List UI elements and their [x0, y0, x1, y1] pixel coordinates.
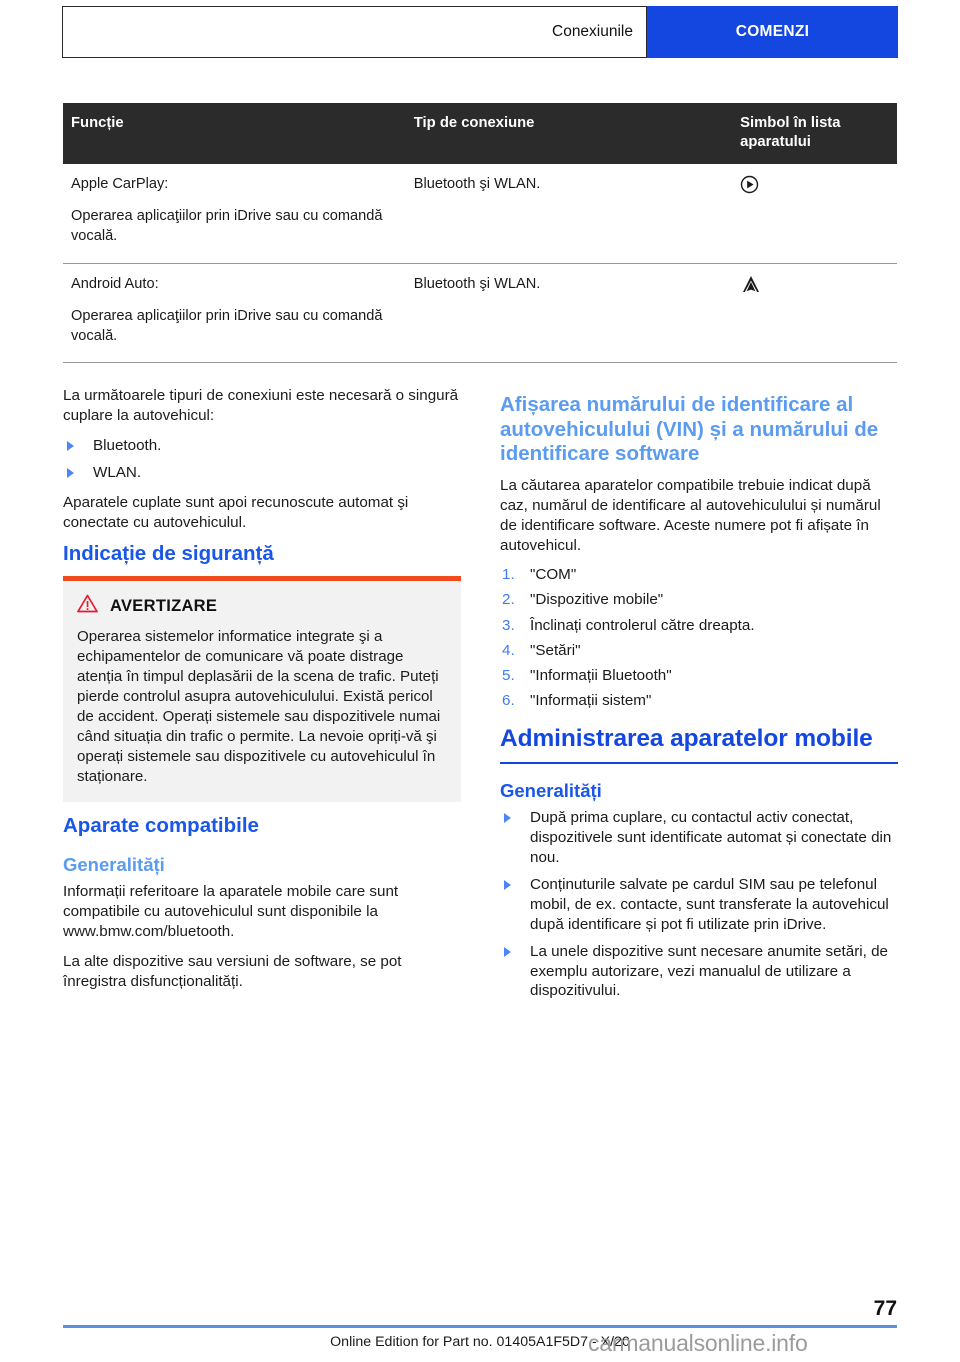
vin-heading: Afișarea numărului de identificare al autovehiculului (VIN) și a numărului de identificare software	[500, 393, 879, 466]
list-item	[63, 436, 461, 456]
list-item	[500, 666, 898, 686]
warning-triangle-icon	[77, 594, 98, 618]
list-item-label: Conținuturile salvate pe cardul SIM sau pe telefonul mobil, de ex. contacte, sunt transferate la autovehicul după identificare și pot fi utilizate prin iDrive.	[530, 875, 889, 933]
triangle-bullet-icon	[504, 813, 511, 823]
table-cell-symbol	[734, 263, 897, 363]
after-bullets-paragraph: Aparatele cuplate sunt apoi recunoscute automat şi conectate cu autovehiculul.	[63, 493, 409, 531]
list-item	[500, 808, 898, 868]
step-number: 2.	[502, 591, 515, 609]
table-header-row	[63, 103, 897, 164]
safety-heading: Indicație de siguranță	[63, 542, 274, 566]
step-label: "COM"	[530, 566, 577, 584]
function-title: Apple CarPlay:	[71, 175, 169, 192]
list-item-label: WLAN.	[93, 463, 142, 481]
list-item	[500, 565, 898, 585]
list-item	[500, 616, 898, 636]
warning-header	[77, 594, 447, 618]
table-row	[63, 164, 897, 263]
table-header-simbol: Simbol în lista aparatului	[734, 103, 897, 164]
top-navigation	[62, 6, 898, 58]
admin-heading-rule	[500, 762, 898, 764]
step-label: "Setări"	[530, 641, 581, 659]
connection-table	[63, 103, 897, 363]
step-label: "Informații Bluetooth"	[530, 666, 672, 684]
compatible-paragraph-1: Informații referitoare la aparatele mobile care sunt compatibile cu autovehiculul sunt disponibile la www.bmw.com/bluetooth.	[63, 883, 399, 940]
watermark-text: carmanualsonline.info	[588, 1330, 808, 1356]
list-item-label: La unele dispozitive sunt necesare anumite setări, de exemplu autorizare, vezi manualul de utilizare a dispozitivului.	[530, 942, 888, 1000]
list-item	[500, 590, 898, 610]
list-item	[500, 942, 898, 1002]
function-detail: Operarea aplicaţiilor prin iDrive sau cu comandă vocală.	[71, 208, 383, 244]
list-item	[500, 875, 898, 935]
compatible-devices-heading: Aparate compatibile	[63, 813, 259, 837]
list-item	[63, 463, 461, 483]
admin-heading: Administrarea aparatelor mobile	[500, 724, 873, 752]
connection-types-list	[63, 436, 461, 483]
step-label: "Informații sistem"	[530, 691, 652, 709]
warning-text: Operarea sistemelor informatice integrate şi a echipamentelor de comunicare vă poate distrage atenția în timpul deplasării de la scena de trafic. Puteți pierde controlul asupra autovehiculului. Există pericol de accident. Operați sistemele sau dispozitivele numai când situația din trafic o permite. La nevoie opriți-vă şi operați sistemele sau dispozitivele cu autovehiculul în staționare.	[77, 628, 441, 786]
intro-paragraph: La următoarele tipuri de conexiuni este necesară o singură cuplare la autovehicul:	[63, 387, 459, 424]
step-label: Înclinați controlerul către dreapta.	[530, 616, 755, 634]
tab-conexiunile-label: Conexiunile	[552, 23, 633, 40]
footer-edition-text: Online Edition for Part no. 01405A1F5D7 - X/20	[330, 1334, 630, 1350]
footer-divider	[63, 1325, 897, 1328]
step-number: 6.	[502, 691, 515, 709]
right-column	[500, 386, 898, 1011]
tab-conexiunile[interactable]	[62, 6, 647, 58]
table-cell-function	[63, 263, 408, 363]
admin-bullets-list	[500, 808, 898, 1001]
tab-comenzi-label: COMENZI	[735, 23, 810, 40]
triangle-bullet-icon	[67, 441, 74, 451]
table-cell-symbol	[734, 164, 897, 263]
list-item-label: După prima cuplare, cu contactul activ conectat, dispozitivele sunt identificate automat și conectate din nou.	[530, 809, 892, 866]
page-number: 77	[873, 1297, 897, 1320]
step-number: 3.	[502, 616, 515, 634]
step-number: 4.	[502, 641, 515, 659]
triangle-bullet-icon	[67, 468, 74, 478]
table-cell-connection: Bluetooth şi WLAN.	[408, 263, 734, 363]
vin-paragraph: La căutarea aparatelor compatibile trebuie indicat după caz, numărul de identificare al autovehiculului și numărul de identificare software. Aceste numere pot fi afișate în autovehicul.	[500, 476, 881, 554]
content-columns	[63, 386, 897, 1011]
left-column	[63, 386, 461, 1011]
carplay-play-circle-icon	[740, 175, 759, 194]
list-item	[500, 691, 898, 711]
tab-comenzi[interactable]	[647, 6, 898, 58]
compatible-paragraph-2: La alte dispozitive sau versiuni de software, se pot înregistra disfuncționalități.	[63, 952, 402, 990]
step-label: "Dispozitive mobile"	[530, 591, 664, 609]
warning-box	[63, 576, 461, 802]
triangle-bullet-icon	[504, 880, 511, 890]
table-cell-connection: Bluetooth şi WLAN.	[408, 164, 734, 263]
vin-steps-list	[500, 565, 898, 710]
compatible-devices-subheading: Generalități	[63, 854, 165, 876]
warning-label: AVERTIZARE	[110, 596, 218, 615]
table-cell-function	[63, 164, 408, 263]
admin-subheading: Generalități	[500, 780, 602, 802]
android-auto-icon	[740, 275, 762, 295]
function-detail: Operarea aplicaţiilor prin iDrive sau cu comandă vocală.	[71, 308, 383, 344]
table-row	[63, 263, 897, 363]
function-title: Android Auto:	[71, 275, 159, 292]
step-number: 5.	[502, 666, 515, 684]
step-number: 1.	[502, 566, 515, 584]
list-item	[500, 641, 898, 661]
table-header-functie: Funcție	[63, 103, 408, 164]
list-item-label: Bluetooth.	[93, 436, 162, 454]
table-header-tip-conexiune: Tip de conexiune	[408, 103, 734, 164]
triangle-bullet-icon	[504, 947, 511, 957]
